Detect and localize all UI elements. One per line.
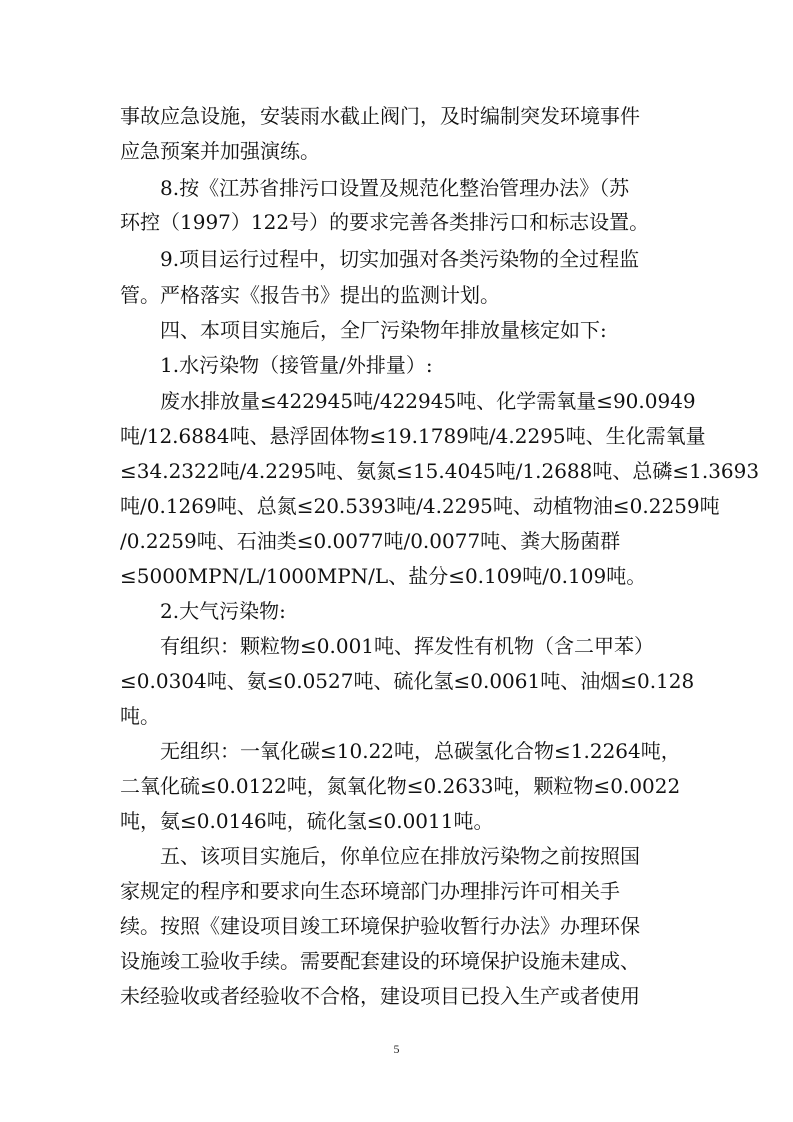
text-line: 吨/12.6884吨、悬浮固体物≤19.1789吨/4.2295吨、生化需氧量 bbox=[120, 424, 706, 448]
text-line: ≤0.0304吨、氨≤0.0527吨、硫化氢≤0.0061吨、油烟≤0.128 bbox=[120, 669, 695, 693]
text-line: 吨。 bbox=[120, 704, 160, 728]
text-line: 家规定的程序和要求向生态环境部门办理排污许可相关手 bbox=[120, 879, 620, 903]
text-line: 四、本项目实施后，全厂污染物年排放量核定如下: bbox=[160, 318, 607, 342]
text-line: 2.大气污染物: bbox=[160, 599, 286, 623]
text-line: 事故应急设施，安装雨水截止阀门，及时编制突发环境事件 bbox=[120, 104, 640, 128]
text-line: 吨/0.1269吨、总氮≤20.5393吨/4.2295吨、动植物油≤0.2259吨 bbox=[120, 494, 720, 518]
text-line: 应急预案并加强演练。 bbox=[120, 139, 320, 163]
text-line: ≤34.2322吨/4.2295吨、氨氮≤15.4045吨/1.2688吨、总磷≤1.3693 bbox=[120, 459, 760, 483]
text-line: 未经验收或者经验收不合格，建设项目已投入生产或者使用 bbox=[120, 984, 640, 1008]
text-line: 9.项目运行过程中，切实加强对各类污染物的全过程监 bbox=[160, 247, 640, 271]
text-line: 设施竣工验收手续。需要配套建设的环境保护设施未建成、 bbox=[120, 949, 640, 973]
text-line: 环控（1997）122号）的要求完善各类排污口和标志设置。 bbox=[120, 210, 650, 234]
text-line: 五、该项目实施后，你单位应在排放污染物之前按照国 bbox=[160, 844, 640, 868]
text-line: 续。按照《建设项目竣工环境保护验收暂行办法》办理环保 bbox=[120, 914, 640, 938]
text-line: 8.按《江苏省排污口设置及规范化整治管理办法》（苏 bbox=[160, 176, 630, 200]
text-line: /0.2259吨、石油类≤0.0077吨/0.0077吨、粪大肠菌群 bbox=[120, 529, 621, 553]
text-line: 1.水污染物（接管量/外排量）: bbox=[160, 353, 433, 377]
text-line: 无组织：一氧化碳≤10.22吨，总碳氢化合物≤1.2264吨， bbox=[160, 739, 681, 763]
text-line: 管。严格落实《报告书》提出的监测计划。 bbox=[120, 283, 500, 307]
text-line: 有组织：颗粒物≤0.001吨、挥发性有机物（含二甲苯） bbox=[160, 634, 655, 658]
text-line: ≤5000MPN/L/1000MPN/L、盐分≤0.109吨/0.109吨。 bbox=[120, 564, 647, 588]
page-number: 5 bbox=[393, 1042, 400, 1056]
text-line: 废水排放量≤422945吨/422945吨、化学需氧量≤90.0949 bbox=[160, 389, 696, 413]
text-line: 吨，氨≤0.0146吨，硫化氢≤0.0011吨。 bbox=[120, 809, 494, 833]
text-line: 二氧化硫≤0.0122吨，氮氧化物≤0.2633吨，颗粒物≤0.0022 bbox=[120, 774, 681, 798]
